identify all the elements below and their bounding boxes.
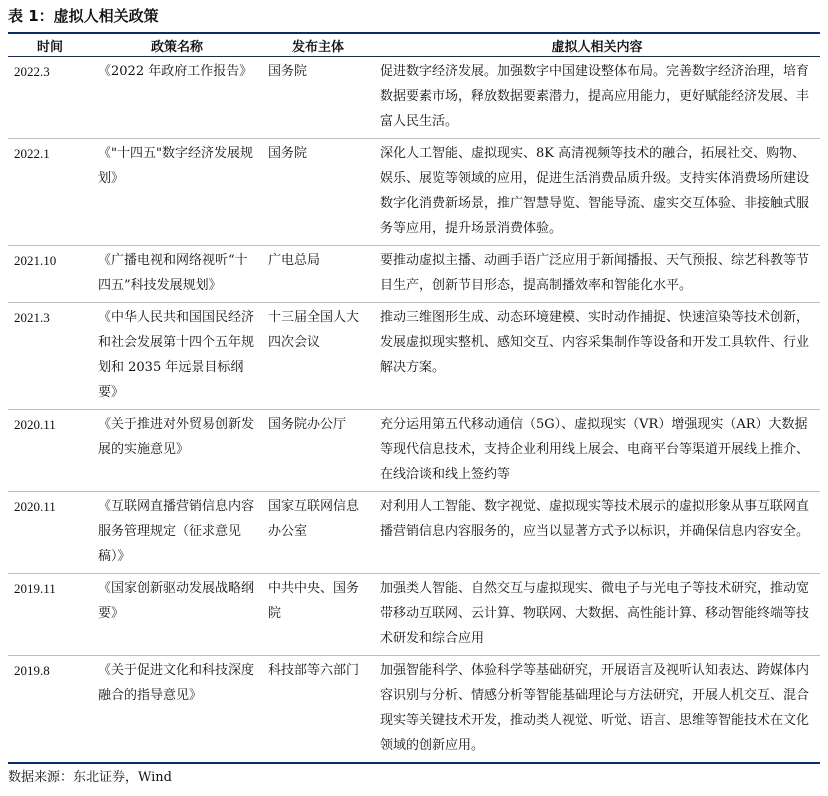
table-title: 表 1：虚拟人相关政策 bbox=[8, 7, 159, 25]
cell-issuer: 国家互联网信息办公室 bbox=[262, 492, 374, 574]
table-row bbox=[8, 410, 820, 492]
table-row bbox=[8, 246, 820, 303]
cell-time: 2021.3 bbox=[8, 303, 92, 410]
policy-table bbox=[8, 34, 820, 764]
header-issuer: 发布主体 bbox=[262, 34, 374, 57]
table-row bbox=[8, 656, 820, 764]
cell-time: 2019.11 bbox=[8, 574, 92, 656]
cell-policy-name: 《关于推进对外贸易创新发展的实施意见》 bbox=[92, 410, 262, 492]
cell-issuer: 科技部等六部门 bbox=[262, 656, 374, 764]
cell-policy-name: 《国家创新驱动发展战略纲要》 bbox=[92, 574, 262, 656]
table-row bbox=[8, 139, 820, 246]
table-row bbox=[8, 57, 820, 139]
cell-policy-name: 《关于促进文化和科技深度融合的指导意见》 bbox=[92, 656, 262, 764]
cell-content: 促进数字经济发展。加强数字中国建设整体布局。完善数字经济治理，培育数据要素市场，释放数据要素潜力，提高应用能力，更好赋能经济发展、丰富人民生活。 bbox=[374, 57, 820, 139]
table-row bbox=[8, 492, 820, 574]
cell-time: 2020.11 bbox=[8, 410, 92, 492]
cell-time: 2020.11 bbox=[8, 492, 92, 574]
cell-issuer: 国务院办公厅 bbox=[262, 410, 374, 492]
header-policy-name: 政策名称 bbox=[92, 34, 262, 57]
cell-content: 充分运用第五代移动通信（5G）、虚拟现实（VR）增强现实（AR）大数据等现代信息技术，支持企业利用线上展会、电商平台等渠道开展线上推介、在线洽谈和线上签约等 bbox=[374, 410, 820, 492]
table-header-row bbox=[8, 34, 820, 57]
table-row bbox=[8, 303, 820, 410]
cell-content: 深化人工智能、虚拟现实、8K 高清视频等技术的融合，拓展社交、购物、娱乐、展览等领域的应用，促进生活消费品质升级。支持实体消费场所建设数字化消费新场景，推广智慧导览、智能导流、虚实交互体验、非接触式服务等应用，提升场景消费体验。 bbox=[374, 139, 820, 246]
cell-content: 加强智能科学、体验科学等基础研究，开展语言及视听认知表达、跨媒体内容识别与分析、情感分析等智能基础理论与方法研究，开展人机交互、混合现实等关键技术开发，推动类人视觉、听觉、语言、思维等智能技术在文化领域的创新应用。 bbox=[374, 656, 820, 764]
cell-policy-name: 《广播电视和网络视听“十四五”科技发展规划》 bbox=[92, 246, 262, 303]
cell-policy-name: 《中华人民共和国国民经济和社会发展第十四个五年规划和 2035 年远景目标纲要》 bbox=[92, 303, 262, 410]
header-time: 时间 bbox=[8, 34, 92, 57]
cell-policy-name: 《"十四五"数字经济发展规划》 bbox=[92, 139, 262, 246]
cell-policy-name: 《互联网直播营销信息内容服务管理规定（征求意见稿）》 bbox=[92, 492, 262, 574]
cell-time: 2019.8 bbox=[8, 656, 92, 764]
cell-issuer: 国务院 bbox=[262, 139, 374, 246]
cell-content: 加强类人智能、自然交互与虚拟现实、微电子与光电子等技术研究，推动宽带移动互联网、云计算、物联网、大数据、高性能计算、移动智能终端等技术研发和综合应用 bbox=[374, 574, 820, 656]
cell-issuer: 广电总局 bbox=[262, 246, 374, 303]
cell-time: 2021.10 bbox=[8, 246, 92, 303]
cell-content: 推动三维图形生成、动态环境建模、实时动作捕捉、快速渲染等技术创新，发展虚拟现实整机、感知交互、内容采集制作等设备和开发工具软件、行业解决方案。 bbox=[374, 303, 820, 410]
cell-issuer: 中共中央、国务院 bbox=[262, 574, 374, 656]
cell-time: 2022.3 bbox=[8, 57, 92, 139]
cell-issuer: 十三届全国人大四次会议 bbox=[262, 303, 374, 410]
header-content: 虚拟人相关内容 bbox=[374, 34, 820, 57]
cell-time: 2022.1 bbox=[8, 139, 92, 246]
table-row bbox=[8, 574, 820, 656]
cell-issuer: 国务院 bbox=[262, 57, 374, 139]
cell-policy-name: 《2022 年政府工作报告》 bbox=[92, 57, 262, 139]
cell-content: 对利用人工智能、数字视觉、虚拟现实等技术展示的虚拟形象从事互联网直播营销信息内容服务的，应当以显著方式予以标识，并确保信息内容安全。 bbox=[374, 492, 820, 574]
cell-content: 要推动虚拟主播、动画手语广泛应用于新闻播报、天气预报、综艺科教等节目生产，创新节目形态，提高制播效率和智能化水平。 bbox=[374, 246, 820, 303]
data-source-note: 数据来源：东北证券，Wind bbox=[8, 770, 172, 785]
